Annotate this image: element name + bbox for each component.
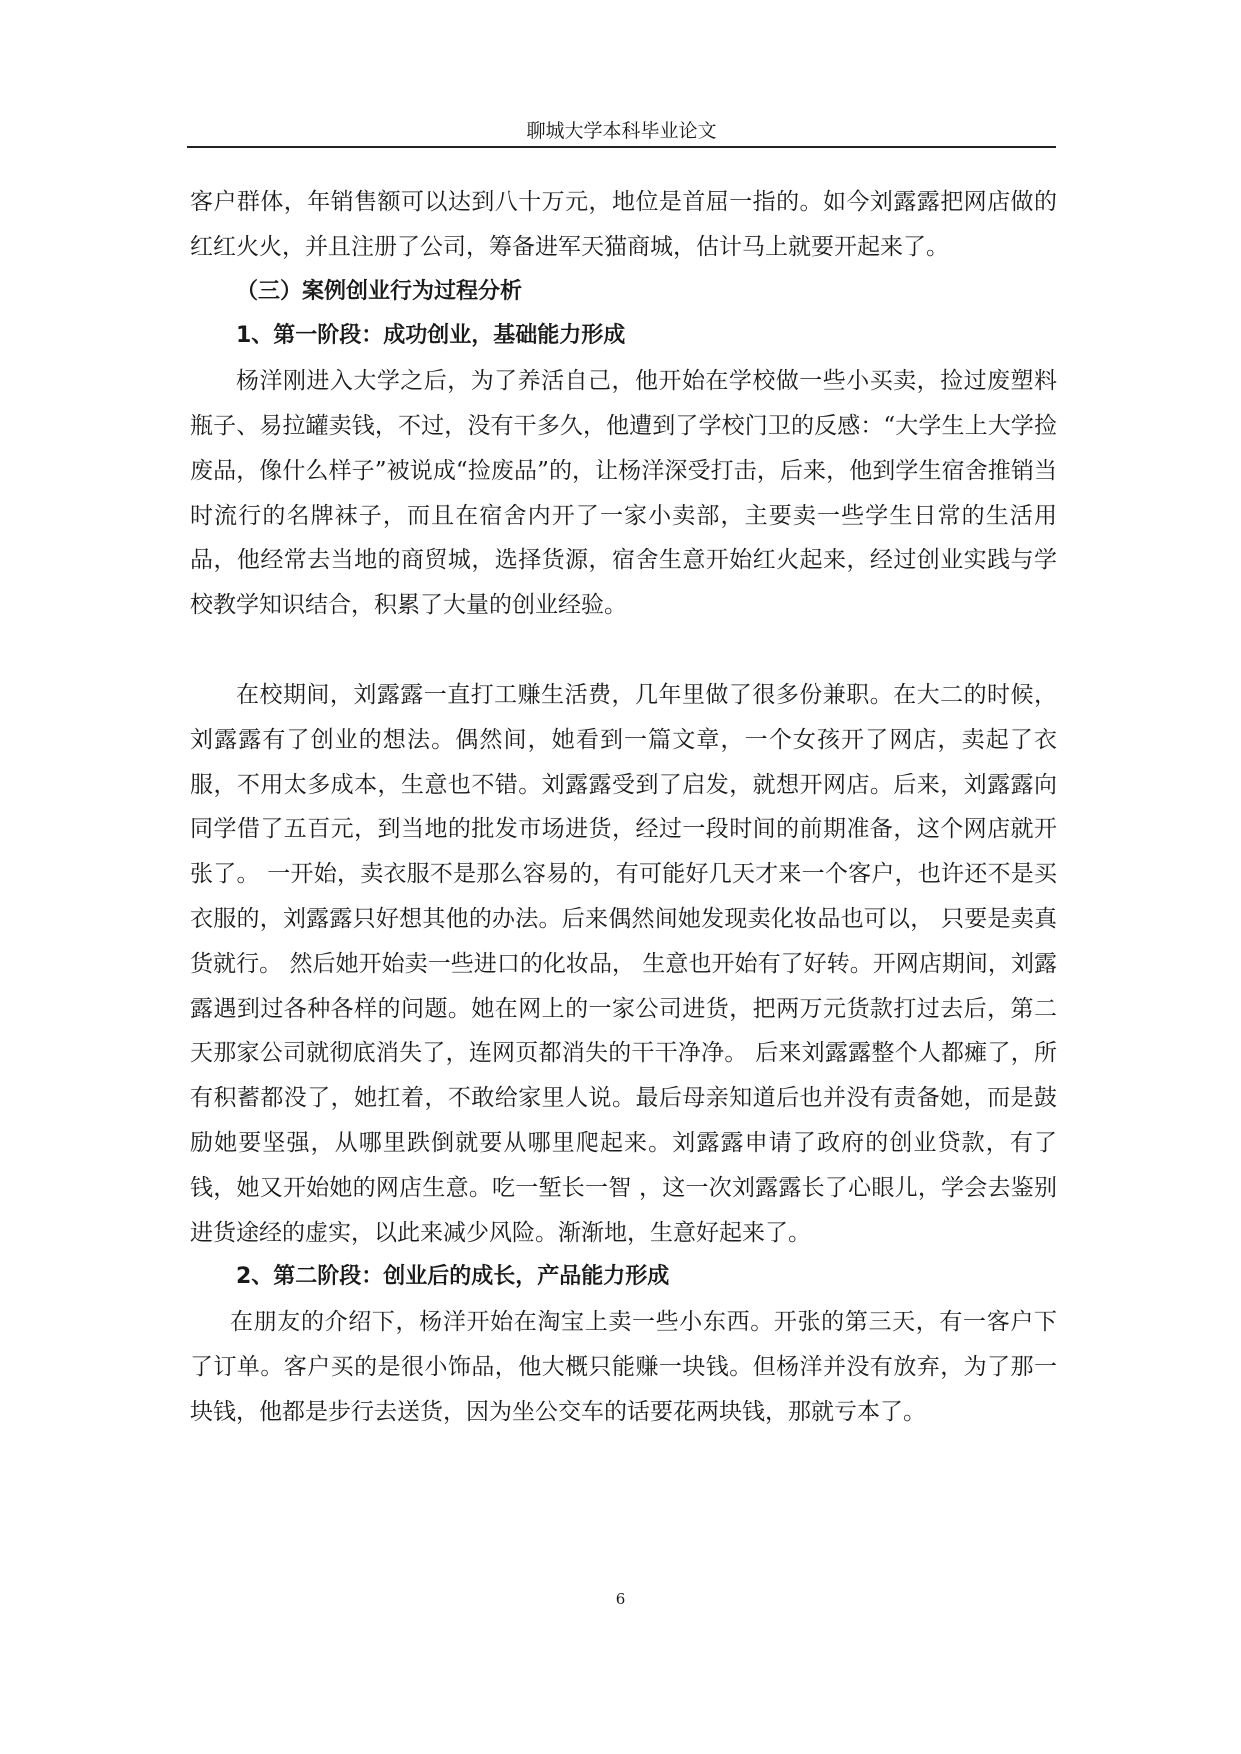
paragraph-yang-yang-early: 杨洋刚进入大学之后，为了养活自己，他开始在学校做一些小买卖，捡过废塑料瓶子、易拉罐卖钱，不过，没有干多久，他遭到了学校门卫的反感：“大学生上大学捡废品，像什么样子”被说成“捡废品”的，让杨洋深受打击，后来，他到学生宿舍推销当时流行的名牌袜子，而且在宿舍内开了一家小卖部，主要卖一些学生日常的生活用品，他经常去当地的商贸城，选择货源，宿舍生意开始红火起来，经过创业实践与学校教学知识结合，积累了大量的创业经验。 [190, 368, 1057, 619]
running-header: 聊城大学本科毕业论文 [526, 120, 717, 142]
paragraph-continuation: 客户群体，年销售额可以达到八十万元，地位是首屈一指的。如今刘露露把网店做的红红火火，并且注册了公司，筹备进军天猫商城，估计马上就要开起来了。 [190, 189, 1057, 260]
page-body [190, 180, 1057, 1435]
paragraph-liu-lulu-story: 在校期间，刘露露一直打工赚生活费，几年里做了很多份兼职。在大二的时候，刘露露有了创业的想法。偶然间，她看到一篇文章，一个女孩开了网店，卖起了衣服，不用太多成本，生意也不错。刘露露受到了启发，就想开网店。后来，刘露露向同学借了五百元，到当地的批发市场进货，经过一段时间的前期准备，这个网店就开张了。 一开始，卖衣服不是那么容易的，有可能好几天才来一个客户，也许还不是买衣服的，刘露露只好想其他的办法。后来偶然间她发现卖化妆品也可以， 只要是卖真货就行。 然后她开始卖一些进口的化妆品， 生意也开始有了好转。开网店期间，刘露露遇到过各种各样的问题。她在网上的一家公司进货，把两万元货款打过去后，第二天那家公司就彻底消失了，连网页都消失的干干净净。 后来刘露露整个人都瘫了，所有积蓄都没了，她扛着，不敢给家里人说。最后母亲知道后也并没有责备她，而是鼓励她要坚强，从哪里跌倒就要从哪里爬起来。刘露露申请了政府的创业贷款，有了钱，她又开始她的网店生意。吃一堑长一智 ，这一次刘露露长了心眼儿，学会去鉴别进货途经的虚实，以此来减少风险。渐渐地，生意好起来了。 [190, 681, 1057, 1246]
section-heading: （三）案例创业行为过程分析 [236, 278, 523, 304]
header-rule [187, 146, 1056, 148]
page-number: 6 [615, 1590, 626, 1608]
subsection-heading-stage-2: 2、第二阶段：创业后的成长，产品能力形成 [236, 1264, 670, 1290]
subsection-heading-stage-1: 1、第一阶段：成功创业，基础能力形成 [236, 323, 626, 349]
paragraph-taobao-start: 在朋友的介绍下，杨洋开始在淘宝上卖一些小东西。开张的第三天，有一客户下了订单。客户买的是很小饰品，他大概只能赚一块钱。但杨洋并没有放弃，为了那一块钱，他都是步行去送货，因为坐公交车的话要花两块钱，那就亏本了。 [190, 1309, 1057, 1425]
paragraph-gap [190, 628, 1057, 673]
